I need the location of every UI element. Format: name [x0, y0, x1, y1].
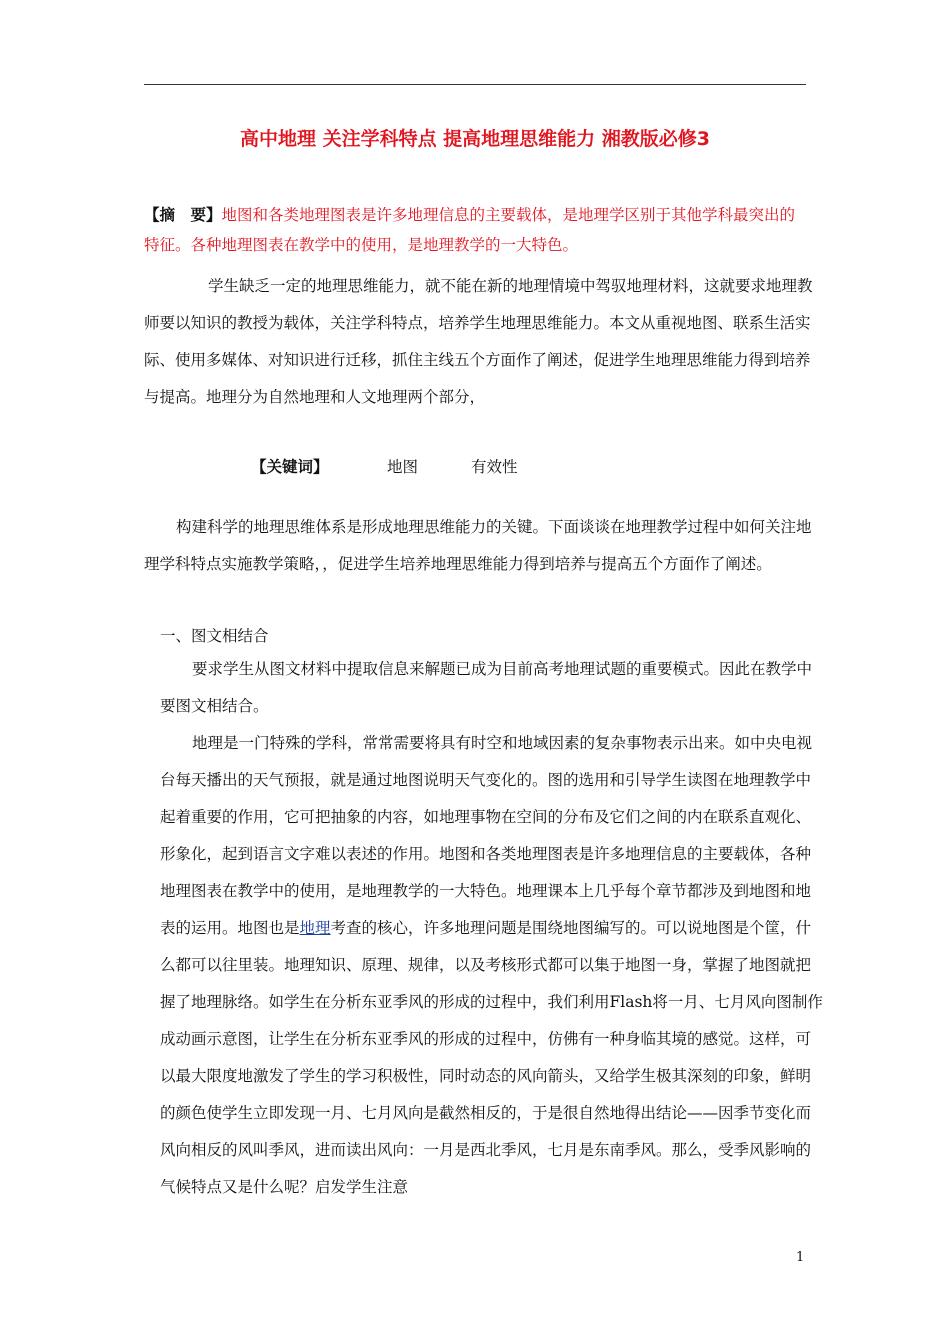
section-heading: 一、图文相结合: [160, 627, 269, 645]
paragraph-section-body: [160, 725, 824, 1206]
abstract-label: 【摘 要】: [144, 206, 222, 224]
paragraph-intro: 学生缺乏一定的地理思维能力，就不能在新的地理情境中驾驭地理材料，这就要求地理教师要以知识的教授为载体，关注学科特点，培养学生地理思维能力。本文从重视地图、联系生活实际、使用多媒体、对知识进行迁移，抓住主线五个方面作了阐述，促进学生地理思维能力得到培养与提高。地理分为自然地理和人文地理两个部分，: [144, 277, 813, 406]
keyword-item: 有效性: [471, 458, 518, 476]
paragraph-overview: 构建科学的地理思维体系是形成地理思维能力的关键。下面谈谈在地理教学过程中如何关注地理学科特点实施教学策略，，促进学生培养地理思维能力得到培养与提高五个方面作了阐述。: [144, 518, 812, 573]
header-rule: [144, 84, 806, 85]
abstract-text: 地图和各类地理图表是许多地理信息的主要载体，是地理学区别于其他学科最突出的特征。各种地理图表在教学中的使用，是地理教学的一大特色。: [144, 206, 796, 254]
page-number: 1: [796, 1250, 805, 1265]
abstract: [144, 200, 810, 260]
keywords-label: 【关键词】: [251, 458, 329, 476]
document-title: 高中地理 关注学科特点 提高地理思维能力 湘教版必修3: [239, 128, 711, 150]
geography-link[interactable]: 地理: [299, 919, 331, 937]
paragraph-section-intro: 要求学生从图文材料中提取信息来解题已成为目前高考地理试题的重要模式。因此在教学中要图文相结合。: [160, 660, 813, 715]
keywords: [251, 455, 518, 477]
paragraph-text: 地理是一门特殊的学科，常常需要将具有时空和地域因素的复杂事物表示出来。如中央电视台每天播出的天气预报，就是通过地图说明天气变化的。图的选用和引导学生读图在地理教学中起着重要的作用，它可把抽象的内容，如地理事物在空间的分布及它们之间的内在联系直观化、形象化，起到语言文字难以表述的作用。地图和各类地理图表是许多地理信息的主要载体，各种地理图表在教学中的使用，是地理教学的一大特色。地理课本上几乎每个章节都涉及到地图和地表的运用。地图也是: [160, 734, 813, 937]
paragraph-text: 考查的核心，许多地理问题是围绕地图编写的。可以说地图是个筐，什么都可以往里装。地理知识、原理、规律，以及考核形式都可以集于地图一身，掌握了地图就把握了地理脉络。如学生在分析东亚季风的形成的过程中，我们利用Flash将一月、七月风向图制作成动画示意图，让学生在分析东亚季风的形成的过程中，仿佛有一种身临其境的感觉。这样，可以最大限度地激发了学生的学习积极性，同时动态的风向箭头，又给学生极其深刻的印象，鲜明的颜色使学生立即发现一月、七月风向是截然相反的，于是很自然地得出结论——因季节变化而风向相反的风叫季风，进而读出风向：一月是西北季风，七月是东南季风。那么，受季风影响的气候特点又是什么呢？启发学生注意: [160, 919, 823, 1196]
keyword-item: 地图: [387, 458, 419, 476]
